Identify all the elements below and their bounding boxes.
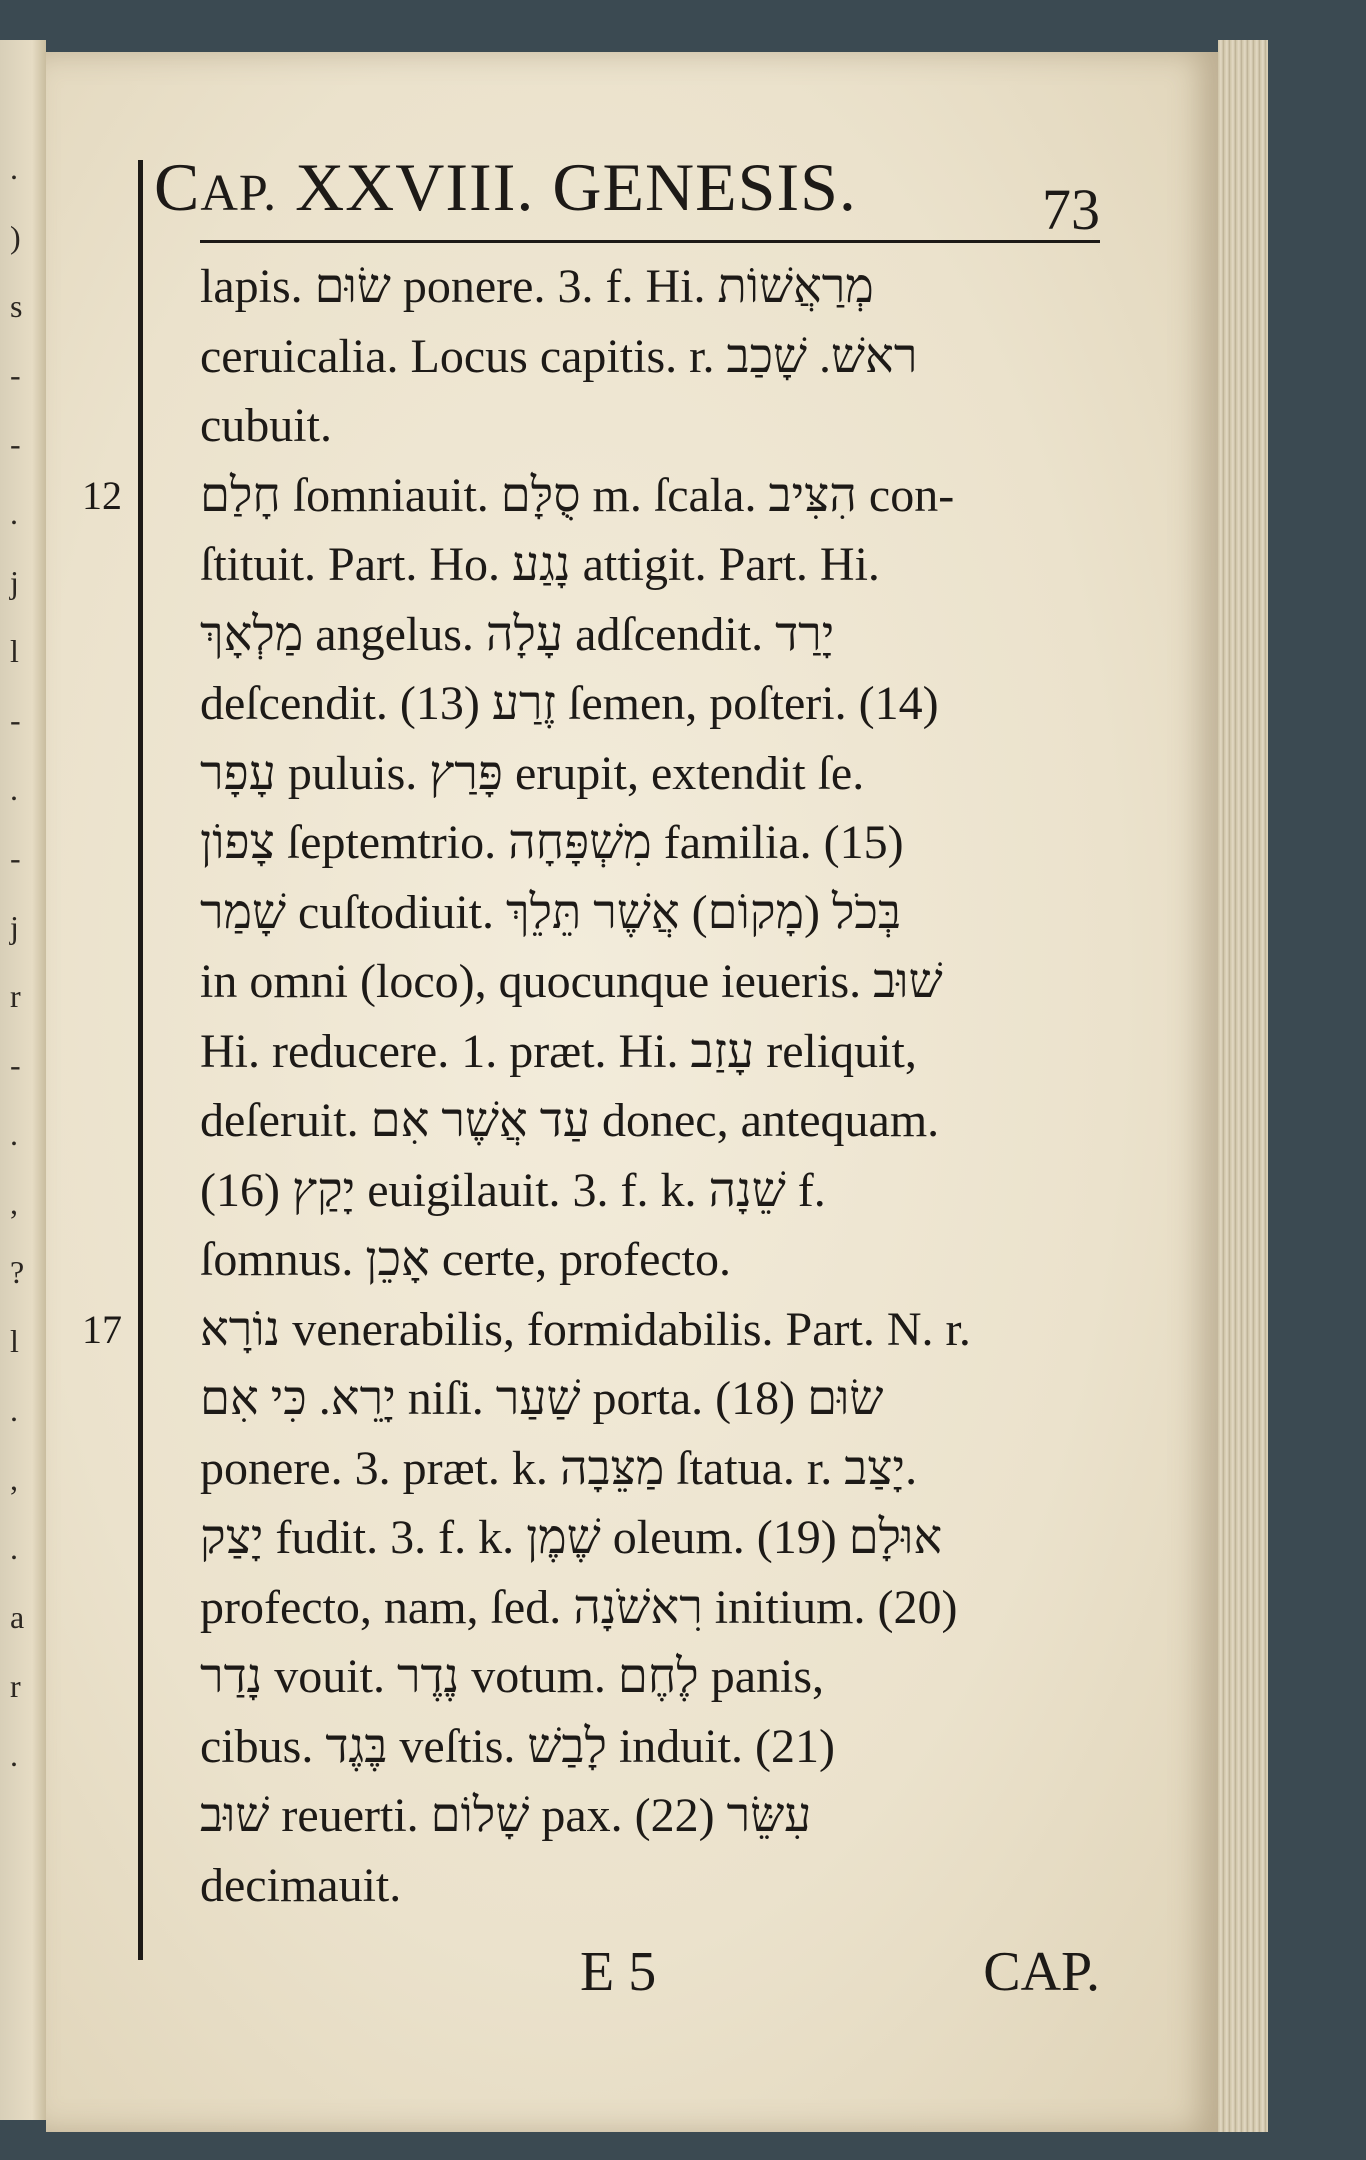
glossary-lines [82, 252, 1100, 1920]
title-smallcaps: AP. [200, 165, 278, 222]
text-line [200, 391, 1100, 461]
facing-page-glyph: ? [10, 1254, 25, 1290]
signature-mark: E 5 [580, 1941, 657, 2003]
text-line [200, 669, 1100, 739]
line-text: יָרֵא. כִּי אִם niſi. שַׁעַר porta. (18) שׂוּם [200, 1372, 884, 1425]
text-line [200, 1086, 1100, 1156]
line-text: עָפָר puluis. פָּרַץ erupit, extendit ſe. [200, 746, 865, 800]
text-line [200, 600, 1100, 670]
line-text: ſomnus. אָכֵן certe, profecto. [200, 1233, 732, 1286]
verse-margin-rule [138, 160, 143, 1960]
facing-page-glyph: . [10, 1392, 18, 1428]
text-line [82, 461, 1100, 531]
facing-page-text-fragments [4, 40, 42, 2120]
page-stack-edge [1218, 40, 1268, 2132]
facing-page-glyph: l [10, 1323, 19, 1359]
line-text: נוֹרָא venerabilis, formidabilis. Part. N. r. [200, 1302, 971, 1356]
line-text: נָדַר vouit. נֶדֶר votum. לֶחֶם panis, [200, 1650, 825, 1703]
facing-page-glyph: . [10, 1530, 18, 1566]
line-text: in omni (loco), quocunque ieueris. שׁוּב [200, 955, 943, 1008]
facing-page-glyph: , [10, 1461, 18, 1497]
catchword: CAP. [983, 1941, 1100, 2003]
facing-page-glyph: . [10, 150, 18, 186]
line-text: ſtituit. Part. Ho. נָגַע attigit. Part. Hi. [200, 538, 880, 591]
text-line [200, 530, 1100, 600]
line-text: deſcendit. (13) זֶרַע ſemen, poſteri. (14) [200, 677, 939, 730]
facing-page-glyph: r [10, 1668, 21, 1704]
verse-number: 17 [82, 1306, 122, 1352]
line-text: profecto, nam, ſed. רִאשֹׁנָה initium. (20) [200, 1580, 958, 1634]
line-text: decimauit. [200, 1858, 402, 1912]
facing-page-glyph: j [10, 564, 19, 600]
page-footer [200, 1930, 1100, 2020]
verse-number: 12 [82, 472, 122, 518]
facing-page-glyph: ) [10, 219, 21, 255]
line-text: Hi. reducere. 1. præt. Hi. עָזַב reliquit, [200, 1024, 917, 1078]
facing-page-glyph: . [10, 1737, 18, 1773]
line-text: צָפוֹן ſeptemtrio. מִשְׁפָּחָה familia. (15) [200, 816, 904, 869]
facing-page-glyph: , [10, 1185, 18, 1221]
line-text: יָצַק fudit. 3. f. k. שֶׁמֶן oleum. (19) אוּלָם [200, 1511, 943, 1564]
facing-page-glyph: s [10, 288, 23, 324]
facing-page-glyph: . [10, 1116, 18, 1152]
text-line [200, 1017, 1100, 1087]
facing-page-glyph: - [10, 702, 21, 738]
text-line [200, 1851, 1100, 1921]
text-line [200, 1712, 1100, 1782]
running-title [154, 148, 857, 227]
line-text: lapis. שׂוּם ponere. 3. f. Hi. מְרַאֲשׁוֹת [200, 260, 874, 313]
text-line [200, 1573, 1100, 1643]
line-text: deſeruit. עַד אֲשֶׁר אִם donec, antequam. [200, 1094, 940, 1147]
facing-page-glyph: - [10, 426, 21, 462]
text-line [200, 1503, 1100, 1573]
text-line [200, 808, 1100, 878]
text-line [200, 1364, 1100, 1434]
facing-page-glyph: j [10, 909, 19, 945]
line-text: cubuit. [200, 399, 332, 452]
line-text: מַלְאָךְ angelus. עָלָה adſcendit. יָרַד [200, 607, 835, 661]
line-text: ponere. 3. præt. k. מַצֵּבָה ſtatua. r. יָצַב. [200, 1441, 918, 1495]
text-line [200, 878, 1100, 948]
facing-page-glyph: - [10, 1047, 21, 1083]
facing-page-glyph: r [10, 978, 21, 1014]
line-text: שׁוּב reuerti. שָׁלוֹם pax. (22) עִשֵּׂר [200, 1789, 812, 1842]
text-line [200, 1781, 1100, 1851]
page-number: 73 [1042, 177, 1100, 242]
facing-page-glyph: - [10, 357, 21, 393]
line-text: שָׁמַר cuſtodiuit. בְּכֹל (מָקוֹם) אֲשֶׁר תֵּלֵךְ [200, 885, 902, 939]
facing-page-glyph: l [10, 633, 19, 669]
line-text: חָלַם ſomniauit. סֻלָּם m. ſcala. הִצִּיב con- [200, 468, 955, 522]
text-line [200, 1156, 1100, 1226]
title-prefix: C [154, 149, 201, 225]
text-line [82, 1295, 1100, 1365]
facing-page-glyph: . [10, 495, 18, 531]
text-line [200, 947, 1100, 1017]
line-text: ceruicalia. Locus capitis. r. ראשׁ. שָׁכַב [200, 329, 918, 383]
text-line [200, 322, 1100, 392]
line-text: (16) יָקַץ euigilauit. 3. f. k. שֵׁנָה f. [200, 1163, 826, 1217]
running-header [154, 140, 1100, 243]
facing-page-glyph: . [10, 771, 18, 807]
facing-page-glyph: a [10, 1599, 25, 1635]
line-text: cibus. בֶּגֶד veſtis. לָבַשׁ induit. (21) [200, 1719, 835, 1773]
text-line [200, 252, 1100, 322]
title-rest: XXVIII. GENESIS. [295, 149, 857, 225]
facing-page-glyph: - [10, 840, 21, 876]
text-line [200, 739, 1100, 809]
text-line [200, 1642, 1100, 1712]
text-line [200, 1434, 1100, 1504]
text-line [200, 1225, 1100, 1295]
